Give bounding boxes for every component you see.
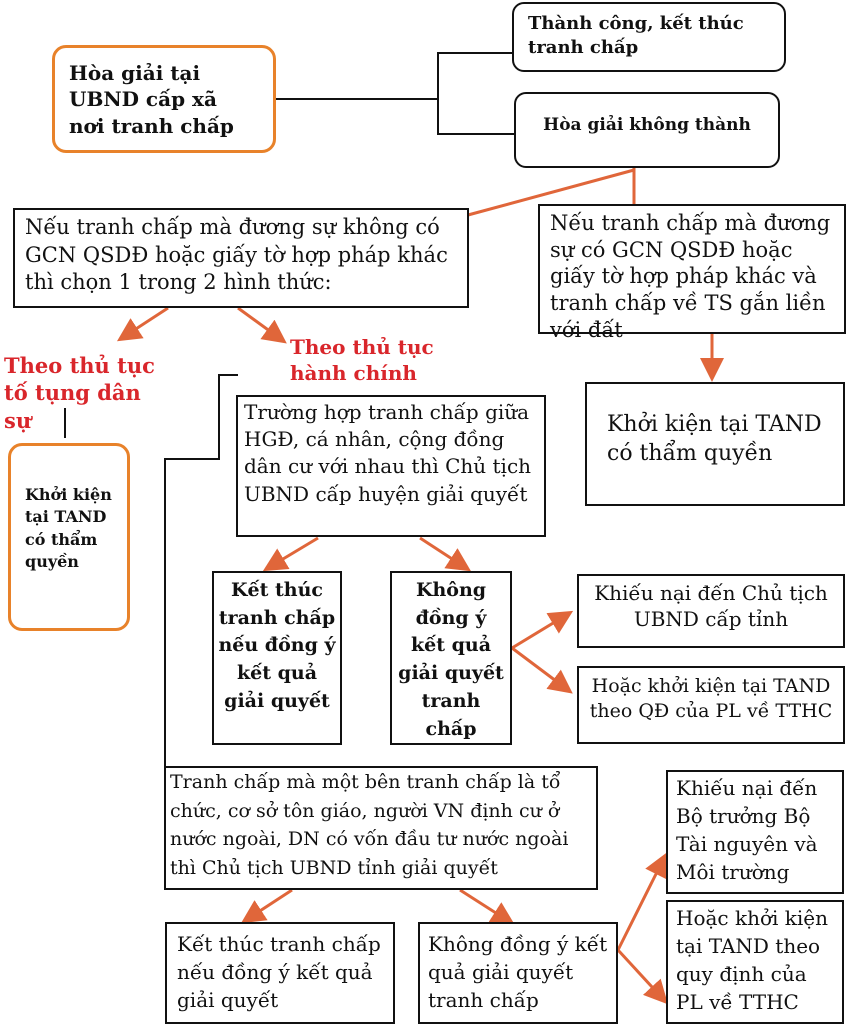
connector-line bbox=[218, 374, 238, 376]
civil-procedure-label: Theo thủ tục tố tụng dân sự bbox=[4, 353, 155, 433]
district-end-text: Kết thúc tranh chấp nếu đồng ý kết quả giải quyết bbox=[218, 579, 336, 712]
connector-line bbox=[437, 52, 512, 54]
failed-text: Hòa giải không thành bbox=[543, 115, 751, 135]
complain-minister-text: Khiếu nại đến Bộ trưởng Bộ Tài nguyên và Môi trường bbox=[676, 776, 818, 884]
connector-line bbox=[164, 458, 166, 768]
arrow bbox=[618, 950, 664, 1000]
no-certificate-text: Nếu tranh chấp mà đương sự không có GCN QSDĐ hoặc giấy tờ hợp pháp khác thì chọn 1 trong 2 hình thức: bbox=[25, 215, 448, 295]
connector-line bbox=[437, 52, 439, 100]
sue-left-box bbox=[8, 443, 130, 631]
arrow bbox=[246, 890, 292, 920]
arrow bbox=[268, 538, 318, 568]
arrow bbox=[618, 858, 664, 950]
no-certificate-box bbox=[13, 208, 469, 308]
connector-line bbox=[164, 458, 220, 460]
connector-line bbox=[437, 98, 439, 134]
arrow bbox=[420, 538, 466, 568]
success-box bbox=[512, 2, 786, 72]
complain-province-box bbox=[577, 574, 845, 648]
arrow bbox=[512, 614, 568, 648]
with-certificate-box bbox=[538, 204, 846, 342]
connector-line bbox=[274, 98, 438, 100]
sue-tthc-text-2: Hoặc khởi kiện tại TAND theo quy định của PL về TTHC bbox=[676, 906, 828, 1014]
province-end-text: Kết thúc tranh chấp nếu đồng ý kết quả giải quyết bbox=[177, 932, 381, 1012]
connector-line bbox=[437, 133, 515, 135]
sue-tthc-box-1 bbox=[577, 666, 845, 744]
admin-procedure-label: Theo thủ tục hành chính bbox=[290, 335, 434, 385]
sue-right-text: Khởi kiện tại TAND có thẩm quyền bbox=[607, 412, 822, 467]
district-disagree-box bbox=[390, 571, 512, 745]
with-certificate-text: Nếu tranh chấp mà đương sự có GCN QSDĐ hoặc giấy tờ hợp pháp khác và tranh chấp về TS gắn liền với đất bbox=[550, 211, 831, 342]
district-case-text: Trường hợp tranh chấp giữa HGĐ, cá nhân, cộng đồng dân cư với nhau thì Chủ tịch UBND cấp huyện giải quyết bbox=[244, 400, 532, 506]
arrow bbox=[512, 648, 568, 690]
district-case-box bbox=[236, 395, 546, 537]
province-case-text: Tranh chấp mà một bên tranh chấp là tổ chức, cơ sở tôn giáo, người VN định cư ở nước ngoài, DN có vốn đầu tư nước ngoài thì Chủ tịch UBND tỉnh giải quyết bbox=[170, 771, 569, 879]
sue-tthc-box-2 bbox=[666, 900, 844, 1024]
sue-right-box bbox=[585, 382, 845, 506]
failed-box bbox=[514, 92, 780, 168]
province-disagree-text: Không đồng ý kết quả giải quyết tranh chấp bbox=[428, 932, 608, 1012]
province-disagree-box bbox=[418, 922, 618, 1024]
province-case-box bbox=[164, 766, 598, 890]
success-text: Thành công, kết thúc tranh chấp bbox=[528, 13, 744, 58]
sue-tthc-text-1: Hoặc khởi kiện tại TAND theo QĐ của PL về TTHC bbox=[589, 675, 833, 723]
connector-line bbox=[218, 374, 220, 460]
complain-minister-box bbox=[666, 770, 844, 894]
arrow bbox=[460, 890, 510, 922]
district-end-box bbox=[212, 571, 342, 745]
mediation-text: Hòa giải tại UBND cấp xã nơi tranh chấp bbox=[69, 61, 234, 138]
arrow bbox=[238, 308, 282, 340]
district-disagree-text: Không đồng ý kết quả giải quyết tranh chấp bbox=[398, 579, 504, 740]
sue-left-text: Khởi kiện tại TAND có thẩm quyền bbox=[25, 485, 112, 572]
province-end-box bbox=[165, 922, 395, 1024]
arrow bbox=[122, 308, 168, 338]
complain-province-text: Khiếu nại đến Chủ tịch UBND cấp tỉnh bbox=[594, 581, 828, 632]
mediation-box bbox=[52, 45, 276, 153]
